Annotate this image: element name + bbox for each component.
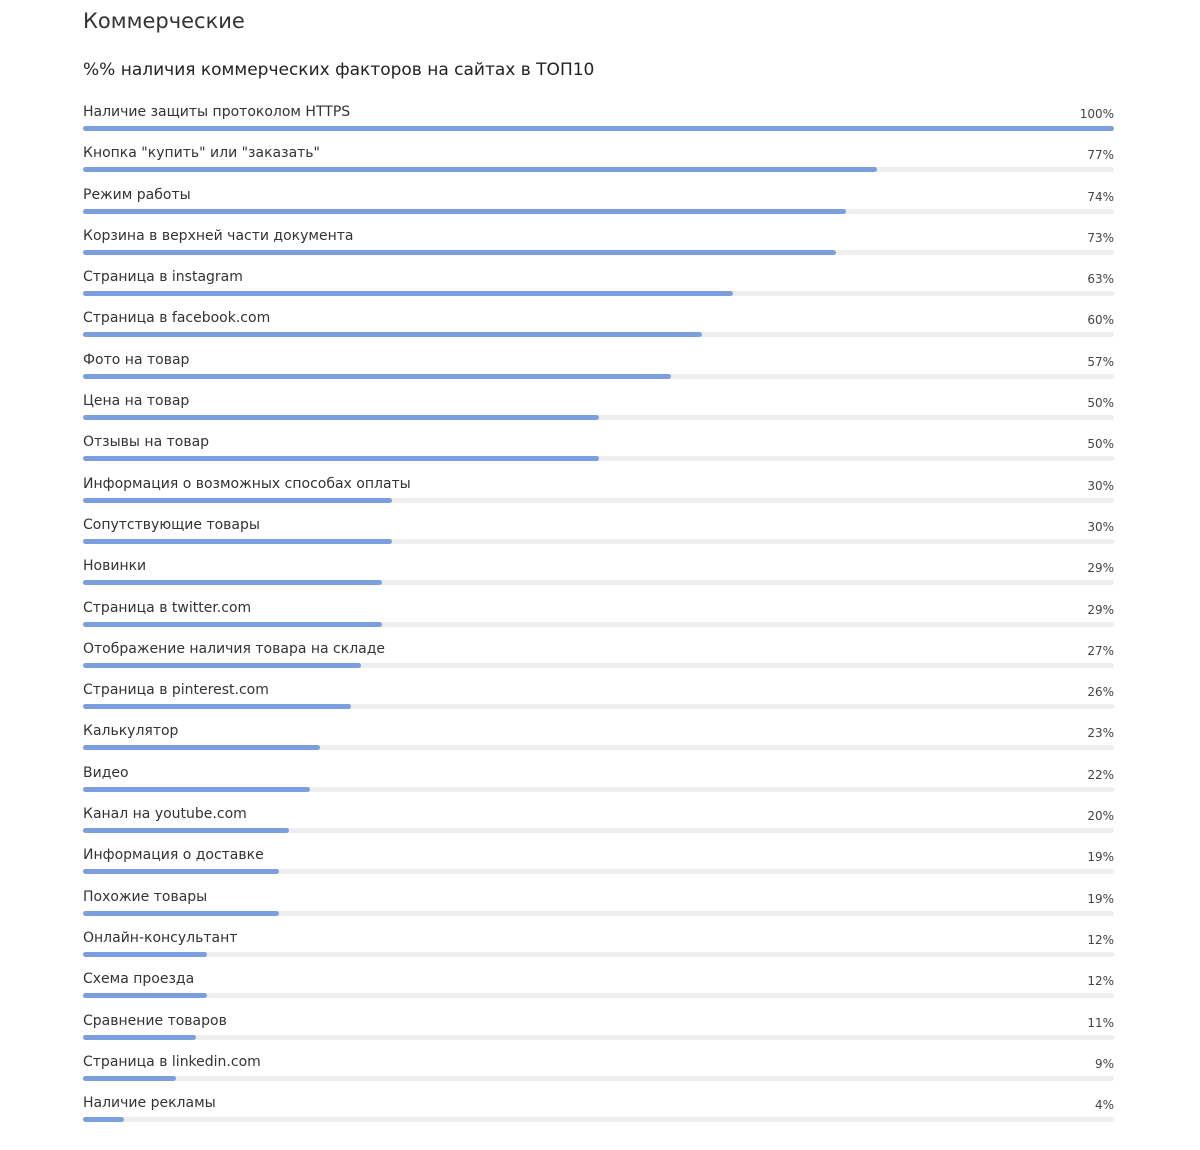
chart-row [83, 969, 1114, 1010]
category-label: Канал на youtube.com [83, 806, 247, 823]
category-label: Сравнение товаров [83, 1012, 227, 1029]
chart-row [83, 185, 1114, 226]
bar [83, 663, 361, 668]
bar [83, 952, 207, 957]
bar-track [83, 1076, 1114, 1081]
bar [83, 580, 382, 585]
chart-row [83, 845, 1114, 886]
bar [83, 704, 351, 709]
value-label: 73% [1087, 230, 1114, 245]
value-label: 19% [1087, 850, 1114, 865]
bar-track [83, 580, 1114, 585]
chart-row [83, 102, 1114, 143]
chart-row [83, 143, 1114, 184]
chart-row [83, 721, 1114, 762]
category-label: Страница в facebook.com [83, 310, 271, 327]
bar-track [83, 622, 1114, 627]
value-label: 74% [1087, 189, 1114, 204]
bar [83, 993, 207, 998]
bar [83, 498, 392, 503]
chart-row [83, 763, 1114, 804]
bar [83, 828, 289, 833]
category-label: Фото на товар [83, 351, 190, 368]
category-label: Информация о доставке [83, 847, 264, 864]
category-label: Наличие рекламы [83, 1095, 216, 1112]
chart-row [83, 804, 1114, 845]
value-label: 26% [1087, 685, 1114, 700]
bar-track [83, 126, 1114, 131]
bar [83, 1035, 196, 1040]
chart-row [83, 474, 1114, 515]
bar-track [83, 787, 1114, 792]
chart-row [83, 391, 1114, 432]
chart-row [83, 515, 1114, 556]
chart-title: %% наличия коммерческих факторов на сайтах в ТОП10 [83, 60, 595, 80]
category-label: Режим работы [83, 186, 191, 203]
bar-track [83, 332, 1114, 337]
bar [83, 622, 382, 627]
category-label: Видео [83, 764, 129, 781]
bar-track [83, 374, 1114, 379]
category-label: Сопутствующие товары [83, 516, 260, 533]
chart-row [83, 267, 1114, 308]
chart-row [83, 1052, 1114, 1093]
value-label: 23% [1087, 726, 1114, 741]
bar-track [83, 1117, 1114, 1122]
bar-track [83, 167, 1114, 172]
value-label: 100% [1079, 107, 1114, 121]
category-label: Отображение наличия товара на складе [83, 640, 386, 657]
bar-track [83, 539, 1114, 544]
category-label: Отзывы на товар [83, 434, 210, 451]
bar-track [83, 745, 1114, 750]
chart-row [83, 639, 1114, 680]
bar-track [83, 993, 1114, 998]
bar-track [83, 456, 1114, 461]
bar-track [83, 250, 1114, 255]
value-label: 57% [1087, 354, 1114, 369]
chart-row [83, 556, 1114, 597]
chart-row [83, 598, 1114, 639]
bar [83, 167, 877, 172]
value-label: 60% [1087, 313, 1114, 328]
bar [83, 250, 836, 255]
category-label: Корзина в верхней части документа [83, 227, 354, 244]
value-label: 29% [1087, 602, 1114, 617]
chart-row [83, 350, 1114, 391]
bar [83, 374, 671, 379]
bar-track [83, 291, 1114, 296]
chart-row [83, 887, 1114, 928]
category-label: Кнопка "купить" или "заказать" [83, 145, 320, 162]
value-label: 9% [1094, 1056, 1114, 1071]
value-label: 29% [1087, 561, 1114, 576]
bar [83, 456, 599, 461]
category-label: Страница в linkedin.com [83, 1053, 261, 1070]
bar-track [83, 1035, 1114, 1040]
category-label: Страница в twitter.com [83, 599, 252, 616]
bar-track [83, 498, 1114, 503]
value-label: 11% [1087, 1015, 1114, 1030]
chart-row [83, 226, 1114, 267]
value-label: 27% [1087, 643, 1114, 658]
bar [83, 1117, 124, 1122]
category-label: Новинки [83, 558, 147, 575]
value-label: 77% [1087, 148, 1114, 163]
chart-row [83, 680, 1114, 721]
value-label: 22% [1087, 767, 1114, 782]
bar [83, 869, 279, 874]
bar-track [83, 911, 1114, 916]
value-label: 30% [1087, 478, 1114, 493]
bar-track [83, 828, 1114, 833]
bar [83, 745, 320, 750]
value-label: 12% [1087, 974, 1114, 989]
bar [83, 209, 846, 214]
category-label: Наличие защиты протоколом HTTPS [83, 104, 351, 120]
bar [83, 415, 599, 420]
value-label: 50% [1087, 396, 1114, 411]
section-title: Коммерческие [83, 9, 245, 33]
category-label: Калькулятор [83, 723, 179, 740]
bar-track [83, 663, 1114, 668]
category-label: Страница в pinterest.com [83, 682, 269, 699]
value-label: 19% [1087, 891, 1114, 906]
category-label: Страница в instagram [83, 269, 243, 286]
chart-row [83, 928, 1114, 969]
bar-track [83, 704, 1114, 709]
value-label: 50% [1087, 437, 1114, 452]
bar [83, 291, 733, 296]
value-label: 63% [1087, 272, 1114, 287]
bar [83, 787, 310, 792]
bar-chart [83, 102, 1114, 1134]
chart-row [83, 308, 1114, 349]
value-label: 30% [1087, 519, 1114, 534]
bar-track [83, 415, 1114, 420]
category-label: Похожие товары [83, 888, 208, 905]
category-label: Схема проезда [83, 971, 195, 988]
bar [83, 911, 279, 916]
bar-track [83, 952, 1114, 957]
chart-row [83, 1093, 1114, 1134]
bar [83, 539, 392, 544]
value-label: 20% [1087, 809, 1114, 824]
bar [83, 1076, 176, 1081]
value-label: 12% [1087, 932, 1114, 947]
category-label: Онлайн-консультант [83, 929, 238, 946]
chart-row [83, 1011, 1114, 1052]
bar [83, 332, 702, 337]
value-label: 4% [1094, 1098, 1114, 1113]
bar-track [83, 869, 1114, 874]
chart-row [83, 432, 1114, 473]
bar-track [83, 209, 1114, 214]
bar [83, 126, 1114, 131]
category-label: Цена на товар [83, 393, 190, 410]
category-label: Информация о возможных способах оплаты [83, 475, 411, 492]
